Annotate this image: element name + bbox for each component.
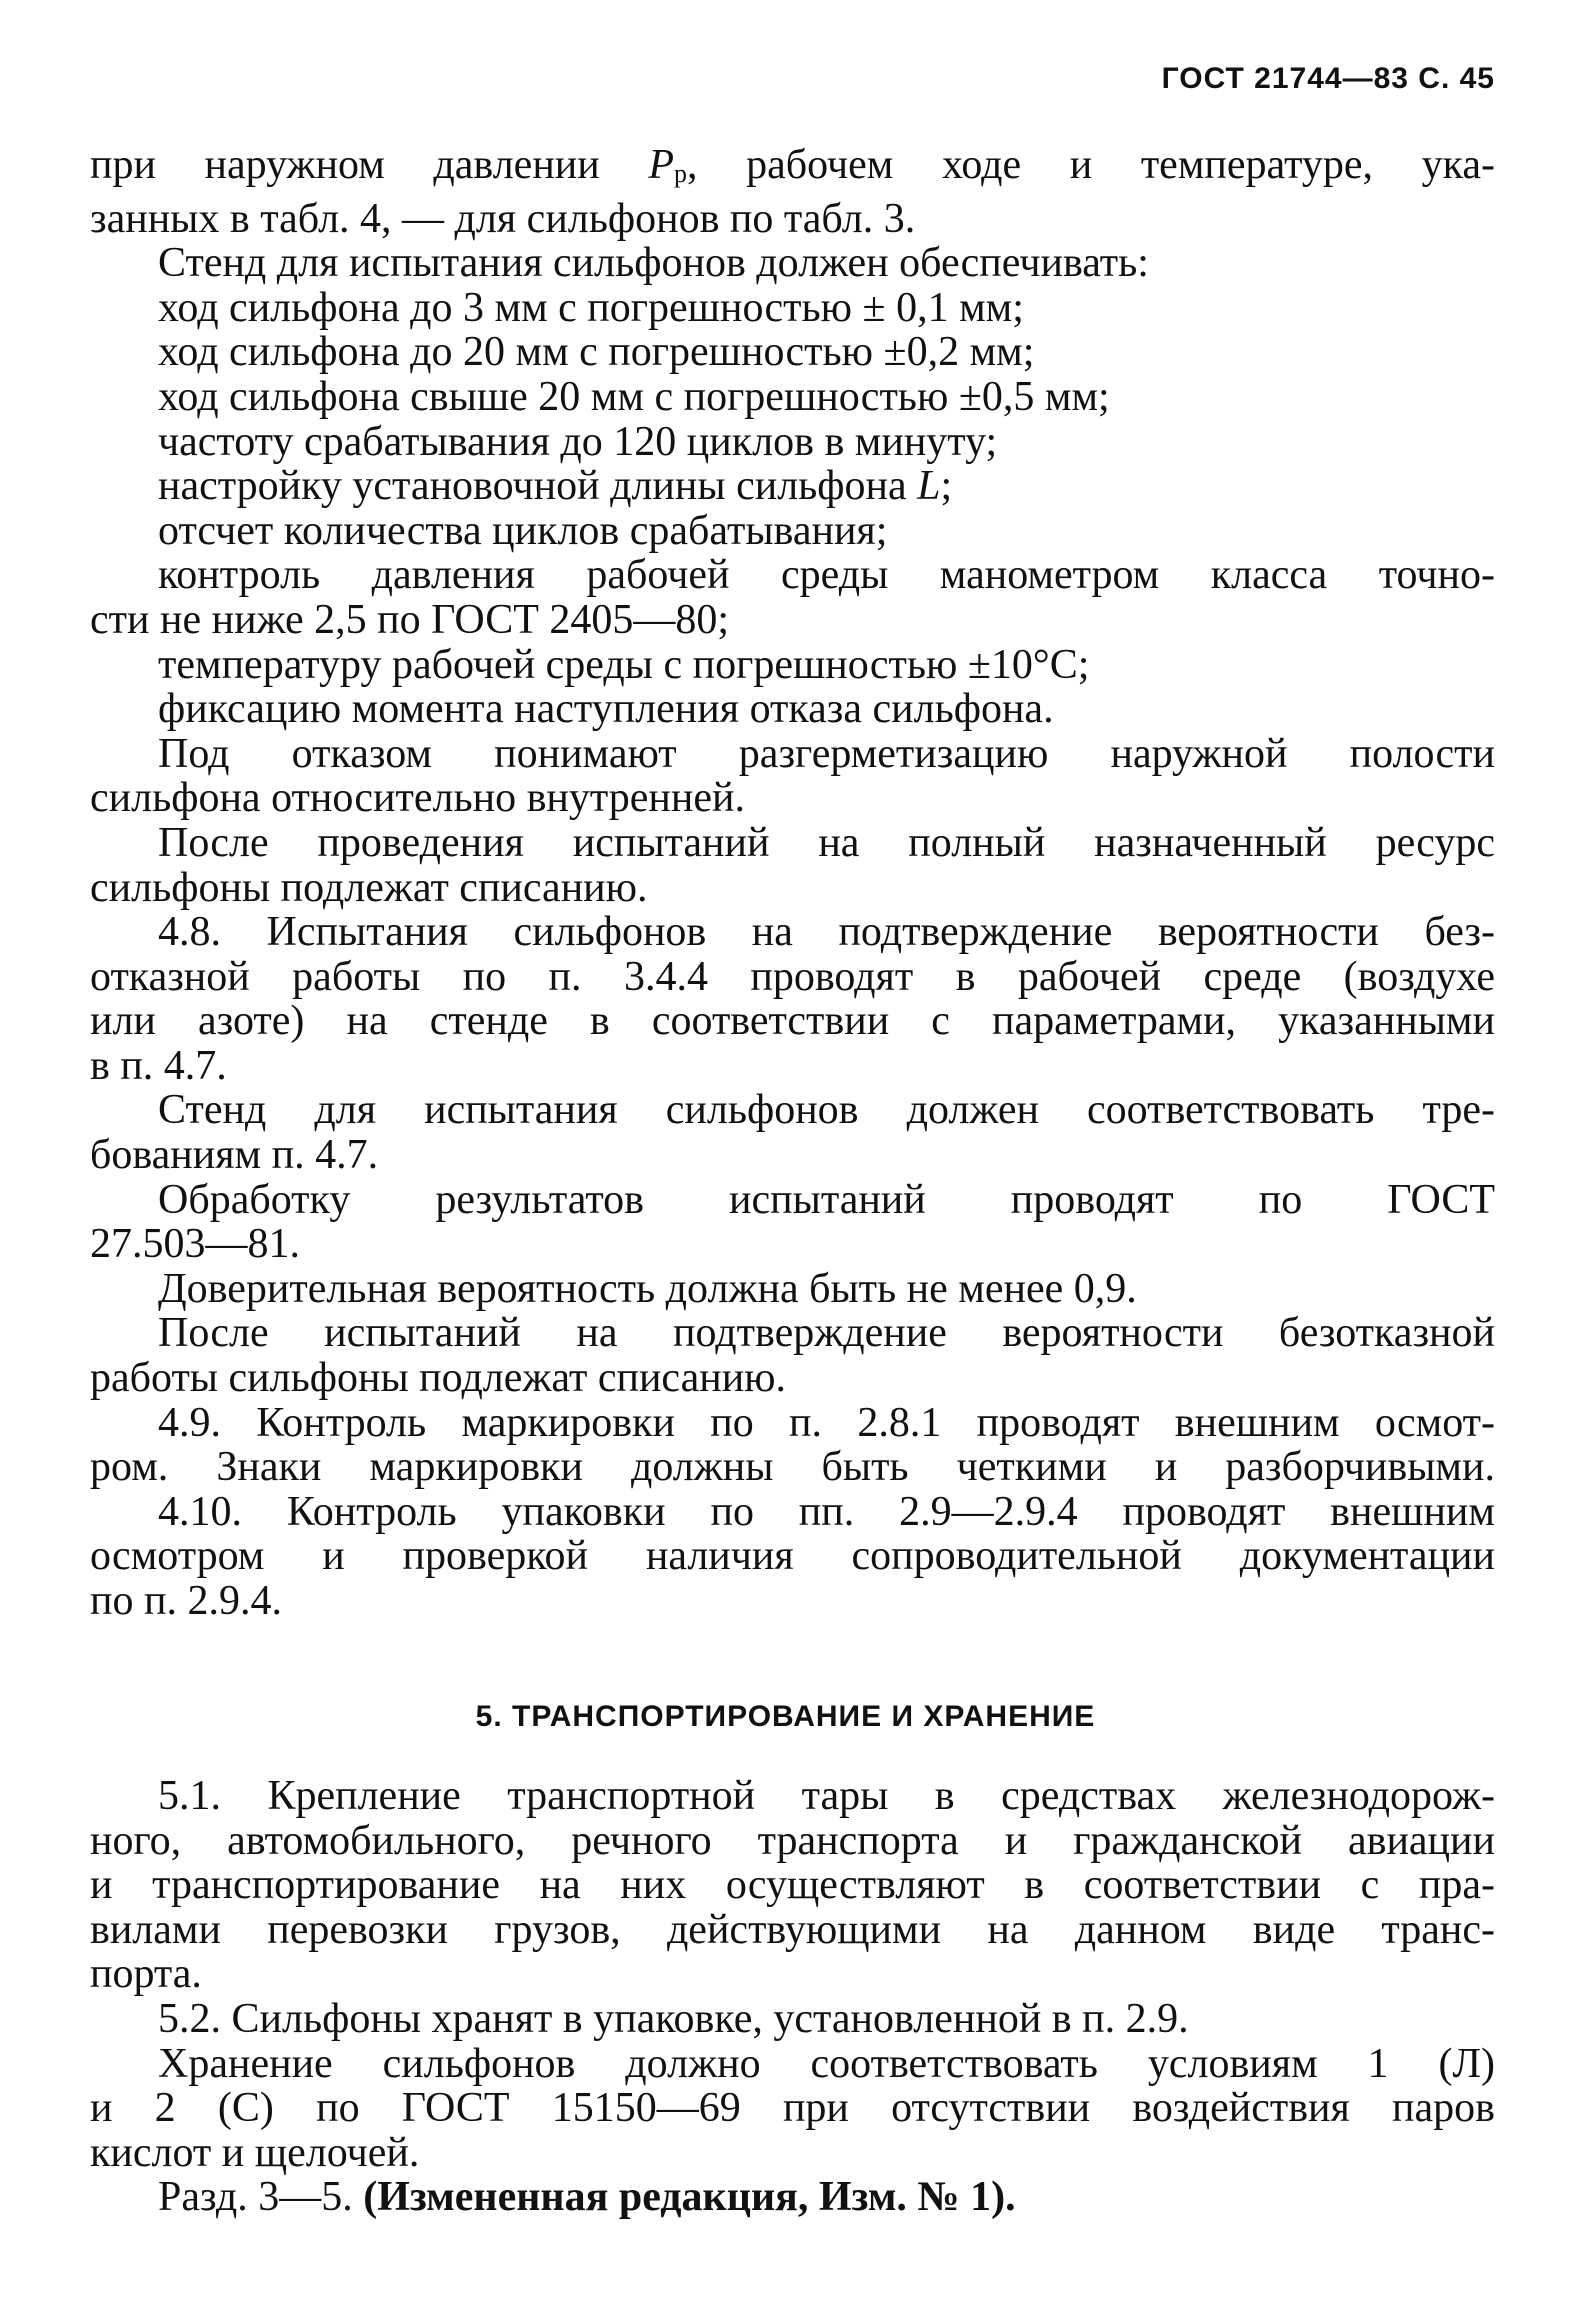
text-line: После проведения испытаний на полный назначенный ресурс [158, 819, 1495, 866]
text-line: отказной работы по п. 3.4.4 проводят в рабочей среде (воздухе [90, 953, 1495, 1000]
page-header: ГОСТ 21744—83 С. 45 [1161, 62, 1495, 95]
text-line: Под отказом понимают разгерметизацию наружной полости [158, 730, 1495, 777]
text-line: Хранение сильфонов должно соответствовать условиям 1 (Л) [158, 2040, 1495, 2087]
text-line: Разд. 3—5. (Измененная редакция, Изм. № 1). [158, 2174, 1016, 2221]
text-line: Стенд для испытания сильфонов должен соответствовать тре- [158, 1087, 1495, 1134]
text-line: После испытаний на подтверждение вероятности безотказной [158, 1310, 1495, 1357]
text-line: сильфоны подлежат списанию. [90, 864, 648, 911]
text-line: частоту срабатывания до 120 циклов в минуту; [158, 418, 998, 465]
text-line: ром. Знаки маркировки должны быть четкими и разборчивыми. [90, 1444, 1495, 1491]
text-line: Обработку результатов испытаний проводят по ГОСТ [158, 1176, 1495, 1223]
text-line: 4.9. Контроль маркировки по п. 2.8.1 проводят внешним осмот- [158, 1399, 1495, 1446]
text-line: контроль давления рабочей среды манометром класса точно- [158, 552, 1495, 599]
text-line: температуру рабочей среды с погрешностью ±10°С; [158, 641, 1090, 688]
text-line: бованиям п. 4.7. [90, 1132, 379, 1179]
text-line: вилами перевозки грузов, действующими на данном виде транс- [90, 1906, 1495, 1953]
text-line: ход сильфона свыше 20 мм с погрешностью ±0,5 мм; [158, 373, 1110, 420]
text-line: отсчет количества циклов срабатывания; [158, 507, 888, 554]
text-line: или азоте) на стенде в соответствии с параметрами, указанными [90, 998, 1495, 1045]
text-line: осмотром и проверкой наличия сопроводительной документации [90, 1533, 1495, 1580]
text-line: занных в табл. 4, — для сильфонов по табл. 3. [90, 195, 916, 242]
text-line: кислот и щелочей. [90, 2129, 420, 2176]
text-line: и транспортирование на них осуществляют в соответствии с пра- [90, 1862, 1495, 1909]
text-line: в п. 4.7. [90, 1042, 227, 1089]
text-line: порта. [90, 1951, 202, 1998]
text-line: фиксацию момента наступления отказа сильфона. [158, 686, 1054, 733]
text-line: 4.10. Контроль упаковки по пп. 2.9—2.9.4 проводят внешним [158, 1488, 1495, 1535]
text-line: 27.503—81. [90, 1221, 300, 1268]
text-line: ход сильфона до 20 мм с погрешностью ±0,2 мм; [158, 329, 1035, 376]
text-line: и 2 (С) по ГОСТ 15150—69 при отсутствии воздействия паров [90, 2085, 1495, 2132]
text-line: сильфона относительно внутренней. [90, 775, 745, 822]
text-line: настройку установочной длины сильфона L; [158, 463, 953, 510]
text-line: работы сильфоны подлежат списанию. [90, 1355, 787, 1402]
section-body [90, 1774, 1495, 2220]
text-line: Доверительная вероятность должна быть не менее 0,9. [158, 1265, 1137, 1312]
text-line: ход сильфона до 3 мм с погрешностью ± 0,1 мм; [158, 284, 1024, 331]
text-line: при наружном давлении Pр, рабочем ходе и температуре, ука- [90, 142, 1495, 188]
text-line: 5.2. Сильфоны хранят в упаковке, установленной в п. 2.9. [158, 1995, 1189, 2042]
section-title: 5. ТРАНСПОРТИРОВАНИЕ И ХРАНЕНИЕ [475, 1700, 1096, 1733]
text-line: ного, автомобильного, речного транспорта и гражданской авиации [90, 1817, 1495, 1864]
body-text [90, 143, 1495, 1624]
text-line: 5.1. Крепление транспортной тары в средствах железнодорож- [158, 1773, 1495, 1819]
text-line: по п. 2.9.4. [90, 1578, 282, 1624]
amendment-note: (Измененная редакция, Изм. № 1). [363, 2174, 1016, 2221]
text-line: Стенд для испытания сильфонов должен обеспечивать: [158, 240, 1149, 287]
text-line: 4.8. Испытания сильфонов на подтверждение вероятности без- [158, 909, 1495, 956]
text-line: сти не ниже 2,5 по ГОСТ 2405—80; [90, 596, 730, 643]
